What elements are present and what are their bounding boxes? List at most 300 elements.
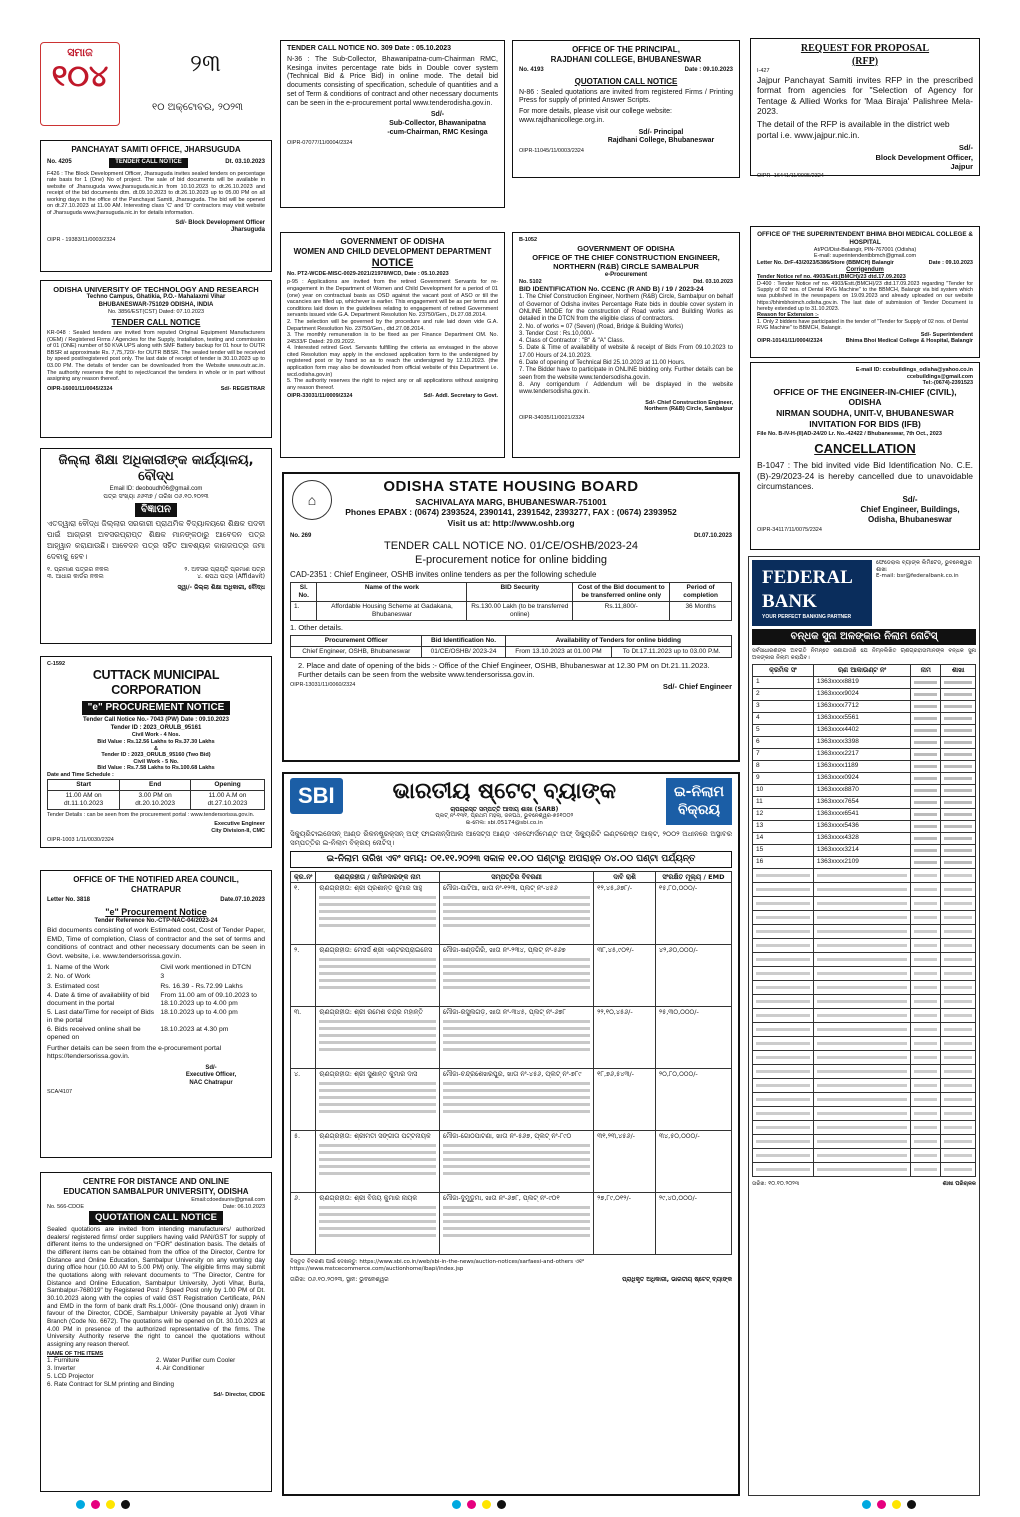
magenta-dot bbox=[877, 1500, 886, 1509]
table-cell bbox=[813, 938, 910, 952]
table-cell bbox=[753, 1134, 814, 1148]
cell-text: ୪. bbox=[294, 1070, 301, 1079]
table-row bbox=[753, 1050, 976, 1064]
ad-signature: Sd/- Director, CDOE bbox=[213, 1391, 265, 1398]
table-cell bbox=[594, 1007, 656, 1069]
table-row bbox=[291, 601, 732, 620]
ad-signature: ସ୍ୱା/- ଜିଲ୍ଲା ଶିକ୍ଷା ଅଧିକାରୀ, ବୌଦ୍ଧ bbox=[177, 583, 265, 591]
ad-title: REQUEST FOR PROPOSAL bbox=[800, 43, 930, 54]
table-cell: 10 bbox=[753, 784, 814, 796]
ad-title-2: OFFICE OF THE CHIEF CONSTRUCTION ENGINEER, bbox=[532, 252, 720, 262]
table-cell bbox=[439, 1193, 593, 1255]
table-cell bbox=[813, 1078, 910, 1092]
table-cell bbox=[941, 1162, 976, 1176]
table-cell bbox=[813, 1106, 910, 1120]
ad-sub-1: At/PO/Dist-Balangir, PIN-767001 (Odisha) bbox=[813, 246, 917, 253]
table-cell: 11.00 AM on dt.11.10.2023 bbox=[48, 790, 120, 809]
ad-line-7: Civil Work - 5 No. bbox=[133, 758, 179, 765]
ad-sub-2: E-mail: superintendentbbmch@gmail.com bbox=[813, 253, 917, 260]
detail-label: 1. Name of the Work bbox=[47, 964, 110, 972]
ad-signature: Sd/- Executive Officer, NAC Chatrapur bbox=[185, 1064, 237, 1086]
table-cell bbox=[911, 1120, 941, 1134]
federal-bank-logo: FEDERAL BANK YOUR PERFECT BANKING PARTNER bbox=[752, 560, 872, 626]
ad-ref: File No. B-IV-H-(II)AD-24/20 Lr. No.-42422 / Bhubaneswar, 7th Oct., 2023 bbox=[757, 431, 942, 438]
ad-code: SCA/4107 bbox=[47, 1089, 73, 1096]
table-row bbox=[753, 1106, 976, 1120]
cell-text: ୩୪,୫୦,୦୦୦/- bbox=[658, 1132, 700, 1141]
table-cell bbox=[911, 772, 941, 784]
table-cell bbox=[941, 1120, 976, 1134]
table-cell bbox=[316, 883, 439, 945]
table-cell: 1363xxxx7654 bbox=[813, 796, 910, 808]
cell-text: ମୌଜା-ଦୁମୁଡୁମା, ଖାତା ନଂ-୬୭୮, ପ୍ଲଟ୍ ନଂ-୯୦୧ bbox=[442, 1194, 560, 1203]
ad-footer: Tender Details : can be seen from the procurement portal : www.tendersorissa.gov.in. bbox=[47, 811, 255, 818]
ad-cuttack-municipal bbox=[40, 656, 272, 848]
table-cell bbox=[439, 1007, 593, 1069]
table-cell bbox=[813, 1162, 910, 1176]
ad-body: KR-048 : Sealed tenders are invited from reputed Original Equipment Manufacturers (OEM) / Registered Firms / Agencies for the Supply, Installation, testing and commission of 01 (ONE) number of 50 KVA UPS along with SMF Battery backup for 01 hour to OUTR BBSR at approximate Rs. 7,75,720/- for OUTR BBSR. The sealed tender will be received by speed post/registered post only. The last date of receipt of tender is 30.10.2023 up to 03.00 PM. The details of tender can be downloaded from the Website www.outr.ac.in. The authority reserves the right to reject/cancel the tenders in whole or in part without assigning any reason thereof. bbox=[47, 329, 265, 383]
table-cell bbox=[941, 1036, 976, 1050]
cell-text: ୬. bbox=[294, 1194, 301, 1203]
table-cell bbox=[291, 1193, 316, 1255]
ad-paragraph-5: 5. The authority reserves the right to reject any or all applications without assigning any reason thereof. bbox=[287, 378, 498, 391]
ad-title-1: OFFICE OF THE ENGINEER-IN-CHIEF (CIVIL), ODISHA bbox=[773, 386, 957, 408]
ad-body-2: The detail of the RFP is available in the district web portal i.e. www.jajpur.nic.in. bbox=[757, 119, 950, 140]
ad-email: Email ID: deoboudh06@gmail.com bbox=[109, 485, 203, 492]
table-cell: 14 bbox=[753, 832, 814, 844]
table-cell bbox=[753, 1162, 814, 1176]
table-cell: 6 bbox=[753, 736, 814, 748]
table-cell bbox=[911, 1078, 941, 1092]
table-cell bbox=[941, 1050, 976, 1064]
table-row bbox=[291, 883, 732, 945]
table-cell bbox=[941, 760, 976, 772]
table-cell bbox=[316, 1069, 439, 1131]
ad-paragraph-3: Further details can be seen from the website www.tendersorissa.gov.in. bbox=[298, 670, 535, 680]
detail-label: 3. Estimated cost bbox=[47, 982, 100, 990]
table-row bbox=[753, 1008, 976, 1022]
ad-label: Corrigendum bbox=[846, 266, 884, 273]
table-cell bbox=[911, 724, 941, 736]
table-cell bbox=[941, 1022, 976, 1036]
black-dot bbox=[497, 1500, 506, 1509]
table-cell bbox=[753, 994, 814, 1008]
ad-ref-row: Letter No. DrF-43/2023/5386/Store (BBMCH) Balangir Date : 09.10.2023 bbox=[757, 259, 973, 266]
ad-label-1: TENDER CALL NOTICE NO. 01/CE/OSHB/2023-24 bbox=[384, 540, 638, 553]
table-cell bbox=[911, 820, 941, 832]
table-cell bbox=[316, 945, 439, 1007]
table-cell bbox=[291, 1069, 316, 1131]
table-cell bbox=[911, 1106, 941, 1120]
ad-title: OFFICE OF THE SUPERINTENDENT BHIMA BHOI MEDICAL COLLEGE & HOSPITAL bbox=[757, 231, 973, 246]
table-cell: 1363xxxx1189 bbox=[813, 760, 910, 772]
federal-address: ଫେଡେରାଲ ବ୍ୟାଙ୍କ ଲିମିଟେଡ୍, ଭୁବନେଶ୍ୱର ଶାଖା E-mail: bsr@federalbank.co.in bbox=[876, 560, 972, 580]
table-cell bbox=[911, 924, 941, 938]
ad-ref: ପତ୍ର ସଂଖ୍ୟା ୬୬୩୭ / ତାରିଖ ୦୬.୧୦.୨୦୨୩ bbox=[103, 493, 209, 500]
table-cell: 1363xxxx4402 bbox=[813, 724, 910, 736]
table-cell bbox=[753, 1050, 814, 1064]
ad-reason: 1. Only 2 bidders have participated in the tender of "Tender for Supply of 02 nos. of Dental RVG Machine" to BBMCH, Balangir. bbox=[757, 318, 968, 332]
list-item bbox=[47, 983, 265, 991]
ad-wcd-notice bbox=[280, 232, 505, 458]
ad-footer: Further details can be seen from the e-procurement portal https://tendersorissa.gov.in. bbox=[47, 1044, 222, 1061]
magenta-dot bbox=[467, 1500, 476, 1509]
table-cell bbox=[753, 1022, 814, 1036]
table-row bbox=[753, 1064, 976, 1078]
table-cell: 9 bbox=[753, 772, 814, 784]
list-item: 6. Date of opening of Technical Bid 25.10.2023 at 11.00 Hours. bbox=[519, 360, 686, 367]
table-cell: 1363xxxx6541 bbox=[813, 808, 910, 820]
table-cell bbox=[941, 688, 976, 700]
cell-text: ଋଣଗ୍ରହୀତା: ଶ୍ରୀ ପ୍ରଶାନ୍ତ କୁମାର ସାହୁ bbox=[319, 884, 423, 893]
table-cell bbox=[753, 952, 814, 966]
table-row bbox=[753, 748, 976, 760]
table-cell: 1363xxxx5561 bbox=[813, 712, 910, 724]
cell-text: ମୌଜା-ଚନ୍ଦ୍ରଶେଖରପୁର, ଖାତା ନଂ-୪୫୬, ପ୍ଲଟ୍ ନଂ-୭୮୯ bbox=[442, 1070, 582, 1079]
table-cell bbox=[911, 938, 941, 952]
ad-ref-row: No. 566-CDOE Date: 06.10.2023 bbox=[47, 1203, 265, 1210]
table-cell bbox=[813, 910, 910, 924]
ad-email-2: ccebuildings@gmail.com bbox=[906, 373, 973, 380]
ad-ref: No. PT2-WCDE-MISC-0029-2021/21978/WCD, Date : 05.10.2023 bbox=[287, 270, 449, 277]
list-item: 4. Air Conditioner bbox=[156, 1365, 205, 1373]
ad-ref: No. 3856/EST(CST) Dated: 07.10.2023 bbox=[108, 309, 204, 316]
table-cell bbox=[911, 868, 941, 882]
table-cell bbox=[941, 868, 976, 882]
ad-title-2: NIRMAN SOUDHA, UNIT-V, BHUBANESWAR bbox=[776, 408, 954, 419]
list-item bbox=[47, 964, 265, 972]
ad-jharsuguda bbox=[40, 140, 272, 272]
table-cell bbox=[753, 1148, 814, 1162]
ad-paragraph-3: 3. The monthly remuneration is to be fixed as per Finance Department OM. No. 24533/F Dated: 29.09.2022. bbox=[287, 332, 498, 345]
table-cell bbox=[911, 994, 941, 1008]
ad-sub-1: Techno Campus, Ghatikia, P.O.- Mahalaxmi Vihar bbox=[86, 294, 226, 301]
table-header: End bbox=[120, 779, 191, 790]
list-item bbox=[47, 1026, 265, 1042]
table-cell bbox=[753, 938, 814, 952]
ad-title: ବନ୍ଧକ ସୁନା ଅଳଙ୍କାର ନିଲାମ ନୋଟିସ୍ bbox=[752, 629, 976, 646]
cell-text: ୧. bbox=[294, 884, 300, 893]
table-cell: 1363xxxx3398 bbox=[813, 736, 910, 748]
table-cell bbox=[813, 1148, 910, 1162]
auction-date: ଇ-ନିଲାମ ତାରିଖ ଏବଂ ସମୟ: ୦୧.୧୧.୨୦୨୩ ସକାଳ ୧୧.୦୦ ଘଣ୍ଟାରୁ ଅପରାହ୍ନ ୦୪.୦୦ ଘଣ୍ଟା ପର୍ଯ୍ୟନ୍ତ bbox=[290, 851, 732, 868]
list-item: 5. Date & Time of availability of website & receipt of Bids From 09.10.2023 to 17.00 Hours of 24.10.2023. bbox=[519, 345, 733, 359]
ad-phone: Tel:-(0674)-2391523 bbox=[922, 380, 973, 387]
table-row bbox=[753, 724, 976, 736]
yellow-dot bbox=[892, 1500, 901, 1509]
table-header: କ୍ର.ନଂ bbox=[291, 871, 316, 882]
procurement-table bbox=[290, 635, 732, 658]
cell-text: ମୌଜା-ପାଟିଆ, ଖାତା ନଂ-୧୨୩, ପ୍ଲଟ୍ ନଂ-୪୫୬ bbox=[442, 884, 558, 893]
table-cell: Chief Engineer, OSHB, Bhubaneswar bbox=[291, 646, 422, 657]
cell-text: ୧୮,୭୬,୫୪୩/- bbox=[597, 1070, 635, 1079]
table-cell bbox=[594, 1193, 656, 1255]
table-cell: 16 bbox=[753, 856, 814, 868]
table-cell bbox=[291, 883, 316, 945]
table-row bbox=[753, 1148, 976, 1162]
table-cell bbox=[594, 945, 656, 1007]
ad-tender-ref: Tender Notice ref no. 4903/Estt.(BMCH)/23 dtd.17.09.2023 bbox=[757, 274, 906, 280]
table-cell bbox=[941, 748, 976, 760]
list-item: 6. Rate Contract for SLM printing and Binding bbox=[47, 1380, 175, 1388]
table-cell bbox=[911, 1050, 941, 1064]
detail-value: 18.10.2023 at 4.30 pm bbox=[160, 1026, 229, 1034]
logo-top-text: ସମାଜ bbox=[67, 46, 93, 59]
ad-title-1: GOVERNMENT OF ODISHA bbox=[577, 243, 675, 253]
table-row bbox=[291, 1007, 732, 1069]
table-cell bbox=[941, 676, 976, 688]
table-cell bbox=[753, 924, 814, 938]
table-cell: Rs.130.00 Lakh (to be transferred online) bbox=[467, 601, 573, 620]
list-item: 3. Tender Cost : Rs.10,000/- bbox=[519, 330, 594, 337]
ad-email-1: E-mail ID: ccebuildings_odisha@yahoo.co.in bbox=[855, 367, 973, 373]
table-cell bbox=[911, 1036, 941, 1050]
table-row bbox=[753, 938, 976, 952]
table-cell: 1363xxxx4328 bbox=[813, 832, 910, 844]
detail-label: 2. No. of Work bbox=[47, 973, 91, 981]
ad-outr bbox=[40, 280, 272, 438]
table-row bbox=[291, 1131, 732, 1193]
table-cell bbox=[753, 882, 814, 896]
table-cell: 3.00 PM on dt.20.10.2023 bbox=[120, 790, 191, 809]
ad-paragraph-1: p-95 : Applications are invited from the retired Government Servants for re-engagement in the Department of Women and Child Development for a period of 01 (one) year on contractual basis as OSD against the vacant post of ASO or till the vacancies are filled up, whichever is earlier. This engagement will be as per terms and conditions laid down in the guidelines relating to engagement of retired Government servants issued vide G.A. Department Resolution No. 23750/Gen., Dt.27.08.2014. bbox=[287, 279, 498, 319]
table-cell: 1363xxxx2217 bbox=[813, 748, 910, 760]
table-row bbox=[753, 856, 976, 868]
table-cell: 1 bbox=[753, 676, 814, 688]
table-cell bbox=[655, 1069, 731, 1131]
table-cell bbox=[813, 1008, 910, 1022]
list-item bbox=[47, 973, 265, 981]
table-cell bbox=[911, 760, 941, 772]
federal-header bbox=[752, 560, 976, 626]
table-cell bbox=[291, 945, 316, 1007]
table-row bbox=[753, 736, 976, 748]
ad-email: Email:cdoedsuniv@gmail.com bbox=[191, 1197, 265, 1203]
yellow-dot bbox=[482, 1500, 491, 1509]
house-icon: ⌂ bbox=[292, 480, 332, 520]
table-row bbox=[753, 784, 976, 796]
table-cell bbox=[911, 688, 941, 700]
table-cell bbox=[813, 952, 910, 966]
table-cell: 1363xxxx5436 bbox=[813, 820, 910, 832]
table-cell bbox=[753, 910, 814, 924]
table-cell bbox=[941, 952, 976, 966]
ad-body: Sealed quotations are invited from intending manufacturers/ authorized dealers/ registered firms/ order suppliers having valid PAN/GST for supply of different items to the undersigned on "FOR" destination basis. The details of the different items can be obtained from the office of the Director, Centre for Distance and Online Education, Sambalpur University on any working day during office hour (10.00 AM to 5.00 PM) only. The eligible firms may submit the quotations along with relevant documents to "The Director, Centre for Distance and Online Education, Sambalpur University, Jyoti Vihar, Burla, Sambalpur-768019" by Registered Post / Speed Post only by 1.00 PM of Dt. 30.10.2023 along with the copies of valid GST Registration Certificate, PAN and EMD in the form of bank draft Rs.1,000/- (One thousand only) drawn in favour of the Director, CDOE, Sambalpur University payable at Jyoti Vihar Branch (Code No. 6672). The quotations will be opened on Dt. 30.10.2023 at 4.00 PM in presence of the authorized representative of the firms. The University Authority reserve the right to cancel the quotations without assigning any reason thereof. bbox=[47, 1226, 265, 1349]
table-cell bbox=[941, 712, 976, 724]
table-cell bbox=[911, 784, 941, 796]
table-header: ଦାବି ରାଶି bbox=[594, 871, 656, 882]
table-header: Start bbox=[48, 779, 120, 790]
detail-label: 4. Date & time of availability of bid document in the portal bbox=[47, 991, 150, 1007]
table-cell bbox=[941, 796, 976, 808]
cell-text: ୨୨,୧୦,୪୫୬/- bbox=[597, 1008, 633, 1017]
table-cell: 8 bbox=[753, 760, 814, 772]
table-header: BID Security bbox=[467, 582, 573, 601]
table-cell bbox=[655, 1131, 731, 1193]
table-cell bbox=[941, 910, 976, 924]
table-row bbox=[753, 820, 976, 832]
ad-body: ସର୍ବସାଧାରଣଙ୍କ ଅବଗତି ନିମନ୍ତେ ଜଣାଯାଉଛି ଯେ ନିମ୍ନଲିଖିତ ଋଣଗ୍ରହୀତାମାନଙ୍କ ବନ୍ଧକ ସୁନା ଅଳଙ୍କାର ନିଲାମ କରାଯିବ। bbox=[752, 648, 976, 661]
ad-footer: ବିସ୍ତୃତ ବିବରଣୀ ପାଇଁ ଦେଖନ୍ତୁ: https://www.sbi.co.in/web/sbi-in-the-news/auction-notices/sarfaesi-and-others ଏବଂ https://www.mstcecommerce.com/auctionhome/ibapi/index.jsp bbox=[290, 1259, 584, 1272]
ad-code: OIPR- 16441/11/0005/2324 bbox=[757, 173, 824, 180]
table-header: Sl. No. bbox=[291, 582, 317, 601]
ad-ref-row: No. 269 Dt.07.10.2023 bbox=[290, 532, 732, 539]
table-cell bbox=[911, 700, 941, 712]
ad-website: Visit us at: http://www.oshb.org bbox=[447, 518, 575, 528]
table-cell bbox=[655, 1007, 731, 1069]
ad-other-details: 1. Other details. bbox=[290, 623, 343, 633]
table-cell bbox=[813, 980, 910, 994]
ad-body: ଏତଦ୍ୱାରା ବୌଦ୍ଧ ଜିଲ୍ଲାର ସରକାରୀ ପ୍ରାଥମିକ ବିଦ୍ୟାଳୟରେ ଶିକ୍ଷକ ପଦବୀ ପାଇଁ ଆଗ୍ରହୀ ଅବସରପ୍ରାପ୍ତ ଶିକ୍ଷକ ମାନଙ୍କଠାରୁ ଆବେଦନ ପତ୍ର ଆହ୍ୱାନ କରାଯାଉଛି। ଆବେଦନ ପତ୍ର ସହିତ ଆବଶ୍ୟକ କାଗଜପତ୍ର ଜମା ଦେବାକୁ ହେବ। bbox=[47, 519, 265, 561]
table-cell bbox=[439, 945, 593, 1007]
ad-signature: Sd/- Chief Construction Engineer, Northern (R&B) Circle, Sambalpur bbox=[644, 399, 733, 413]
table-cell bbox=[911, 980, 941, 994]
ad-title-2: CHATRAPUR bbox=[130, 885, 182, 894]
cell-text: ୨୫,୩୦,୦୦୦/- bbox=[658, 1008, 699, 1017]
table-header: Bid Identification No. bbox=[422, 635, 505, 646]
detail-label: 5. Last date/Time for receipt of Bids in the portal bbox=[47, 1008, 155, 1025]
table-cell bbox=[753, 1106, 814, 1120]
table-header: ଶାଖା bbox=[941, 665, 976, 676]
ad-line-5: & bbox=[154, 745, 158, 752]
table-row bbox=[753, 676, 976, 688]
table-cell bbox=[941, 994, 976, 1008]
cell-text: ୫. bbox=[294, 1132, 301, 1141]
ad-label-2: E-procurement notice for online bidding bbox=[414, 553, 607, 566]
cyan-dot bbox=[862, 1500, 871, 1509]
table-cell: 13 bbox=[753, 820, 814, 832]
table-header: Opening bbox=[191, 779, 265, 790]
cell-text: ଋଣଗ୍ରହୀତା: ଶ୍ରୀ ବିଜୟ କୁମାର ନାୟକ bbox=[319, 1194, 418, 1203]
details-list bbox=[47, 964, 265, 1042]
ad-ref-row: Letter No. 3818 Date.07.10.2023 bbox=[47, 897, 265, 903]
ad-tender-309 bbox=[280, 40, 505, 208]
table-cell bbox=[941, 772, 976, 784]
table-cell bbox=[911, 1134, 941, 1148]
ad-email: ଇ-ମେଲ: sbi.05174@sbi.co.in bbox=[465, 819, 543, 826]
ad-body-2: For more details, please visit our college website: www.rajdhanicollege.org.in. bbox=[519, 108, 672, 124]
table-row bbox=[753, 760, 976, 772]
ad-code: OIPR-34117/11/0075/2324 bbox=[757, 527, 822, 533]
ad-footer: OIPR-16001/11/0045/2324 Sd/- REGISTRAR bbox=[47, 385, 265, 392]
table-cell bbox=[911, 1162, 941, 1176]
works-table bbox=[290, 582, 732, 622]
table-header: Name of the work bbox=[317, 582, 467, 601]
loan-table bbox=[752, 664, 976, 1176]
ad-eic-cancellation bbox=[750, 362, 980, 550]
ad-title: ODISHA UNIVERSITY OF TECHNOLOGY AND RESEARCH bbox=[53, 285, 259, 294]
table-cell: 1363xxxx2109 bbox=[813, 856, 910, 868]
table-cell bbox=[941, 844, 976, 856]
cell-text: ୨. bbox=[294, 946, 300, 955]
table-row bbox=[753, 1092, 976, 1106]
ad-deo-boudh bbox=[40, 448, 272, 644]
table-cell bbox=[655, 1193, 731, 1255]
table-cell bbox=[439, 1069, 593, 1131]
table-header: ଋଣ ଆକାଉଣ୍ଟ ନଂ bbox=[813, 665, 910, 676]
table-cell bbox=[753, 1078, 814, 1092]
table-cell: 1. bbox=[291, 601, 317, 620]
auction-table bbox=[290, 871, 732, 1255]
ad-ref-row: No. 4193 Date : 09.10.2023 bbox=[519, 67, 733, 73]
table-cell: Affordable Housing Scheme at Gadakana, Bhubaneswar bbox=[317, 601, 467, 620]
ad-code: OIPR-07077/11/0004/2324 bbox=[287, 139, 353, 146]
table-cell bbox=[941, 832, 976, 844]
sbi-header bbox=[290, 778, 732, 826]
sbi-logo: SBI bbox=[290, 778, 343, 814]
cell-text: ମୌଜା-ଖଣ୍ଡଗିରି, ଖାତା ନଂ-୨୩୪, ପ୍ଲଟ୍ ନଂ-୫୬୭ bbox=[442, 946, 566, 955]
table-row bbox=[753, 844, 976, 856]
logo-number: ୧୦୪ bbox=[51, 58, 109, 94]
ad-code: OIPR-11045/11/0003/2324 bbox=[519, 148, 584, 154]
table-cell bbox=[813, 882, 910, 896]
table-cell bbox=[941, 1078, 976, 1092]
table-cell bbox=[291, 1131, 316, 1193]
ad-oshb bbox=[282, 472, 740, 762]
cell-text: ମୌଜା-ରସୁଲଗଡ଼, ଖାତା ନଂ-୩୪୫, ପ୍ଲଟ୍ ନଂ-୬୭୮ bbox=[442, 1008, 566, 1017]
ad-title-3: NORTHERN (R&B) CIRCLE SAMBALPUR bbox=[553, 262, 699, 272]
ad-phones: Phones EPABX : (0674) 2393524, 2390141, 2391542, 2393277, FAX : (0674) 2393952 bbox=[345, 507, 677, 518]
ad-title: CUTTACK MUNICIPAL CORPORATION bbox=[92, 667, 220, 698]
ad-title-2: EDUCATION SAMBALPUR UNIVERSITY, ODISHA bbox=[63, 1187, 249, 1196]
table-cell bbox=[941, 820, 976, 832]
table-cell bbox=[941, 784, 976, 796]
ad-line-6: Tender ID : 2023_ORULB_95160 (Two Bid) bbox=[101, 752, 211, 759]
ad-footer: OIPR-10141/11/0004/2324 Bhima Bhoi Medical College & Hospital, Balangir bbox=[757, 338, 973, 345]
table-cell bbox=[813, 1120, 910, 1134]
ad-code: OIPR-1003 1/11/0030/2324 bbox=[47, 836, 114, 843]
table-cell bbox=[911, 966, 941, 980]
ad-address: SACHIVALAYA MARG, BHUBANESWAR-751001 bbox=[415, 496, 607, 507]
table-cell bbox=[911, 832, 941, 844]
cell-text: ୩୮,୪୫,୯୦୧/- bbox=[597, 946, 634, 955]
registration-marks-right bbox=[862, 1500, 916, 1511]
ad-signature: Sd/- Superintendent bbox=[920, 331, 973, 338]
table-cell bbox=[941, 808, 976, 820]
list-item: 7. The Bidder have to participate in ONLINE bidding only. Further details can be seen from the website www.tendersodisha.gov.in. bbox=[519, 367, 733, 381]
ad-intro: ସିକ୍ୟୁରିଟାଇଜେସନ୍ ଆଣ୍ଡ ରିକନଷ୍ଟ୍ରକ୍ସନ୍ ଅଫ୍ ଫାଇନାନ୍ସିଆଲ ଆସେଟ୍ସ ଆଣ୍ଡ ଏନଫୋର୍ସମେଣ୍ଟ ଅଫ୍ ସିକ୍ୟୁରିଟି ଇଣ୍ଟରେଷ୍ଟ ଆକ୍ଟ, ୨୦୦୨ ଅଧୀନରେ ଅସ୍ଥାବର ସମ୍ପତ୍ତିର ଇ-ନିଲାମ ବିକ୍ରୟ ନୋଟିସ୍। bbox=[290, 830, 732, 847]
ad-paragraph-2: 2. Place and date of opening of the bids :- Office of the Chief Engineer, OSHB, Bhubaneswar at 12.30 PM on Dt.21.11.2023. bbox=[298, 660, 710, 670]
table-row bbox=[753, 1120, 976, 1134]
table-cell bbox=[813, 1050, 910, 1064]
ad-intro: CAD-2351 : Chief Engineer, OSHB invites online tenders as per the following schedule bbox=[290, 569, 597, 579]
cell-text: ଋଣଗ୍ରହୀତା: ମେସର୍ସ ଶ୍ରୀ ଏଣ୍ଟରପ୍ରାଇଜେସ bbox=[319, 946, 433, 955]
magenta-dot bbox=[91, 1500, 100, 1509]
ad-sub: ଚାପଗ୍ରସ୍ତ ସମ୍ପତ୍ତି ଆଦାୟ ଶାଖା (SARB) bbox=[450, 805, 559, 813]
ad-title: ଜିଲ୍ଲା ଶିକ୍ଷା ଅଧିକାରୀଙ୍କ କାର୍ଯ୍ୟାଳୟ, ବୌଦ୍ଧ bbox=[58, 453, 254, 485]
table-cell bbox=[941, 896, 976, 910]
ad-code: OIPR - 19383/11/0003/2324 bbox=[47, 236, 116, 243]
ad-title-1: OFFICE OF THE NOTIFIED AREA COUNCIL, bbox=[73, 875, 239, 884]
ad-label: e-Procurement bbox=[604, 271, 648, 278]
e-auction-badge: ଇ-ନିଲାମ ବିକ୍ରୟ bbox=[666, 778, 732, 825]
table-cell bbox=[753, 1008, 814, 1022]
table-cell bbox=[911, 1092, 941, 1106]
table-cell bbox=[941, 736, 976, 748]
table-cell bbox=[655, 945, 731, 1007]
table-header: Availability of Tenders for online bidding bbox=[505, 635, 731, 646]
table-row bbox=[291, 1069, 732, 1131]
table-cell bbox=[911, 910, 941, 924]
table-cell bbox=[911, 856, 941, 868]
table-cell bbox=[813, 896, 910, 910]
table-cell: Rs.11,800/- bbox=[573, 601, 670, 620]
table-header: କ୍ରମିକ ସଂ bbox=[753, 665, 814, 676]
table-row bbox=[291, 1193, 732, 1255]
table-cell bbox=[911, 1022, 941, 1036]
ad-paragraph-2: 2. The selection will be governed by the procedure and rule laid down vide G.A. Department Resolution No. 23750/Gen., dtd.27.08.2014. bbox=[287, 318, 498, 332]
ad-label: ବିଜ୍ଞାପନ bbox=[135, 503, 177, 518]
